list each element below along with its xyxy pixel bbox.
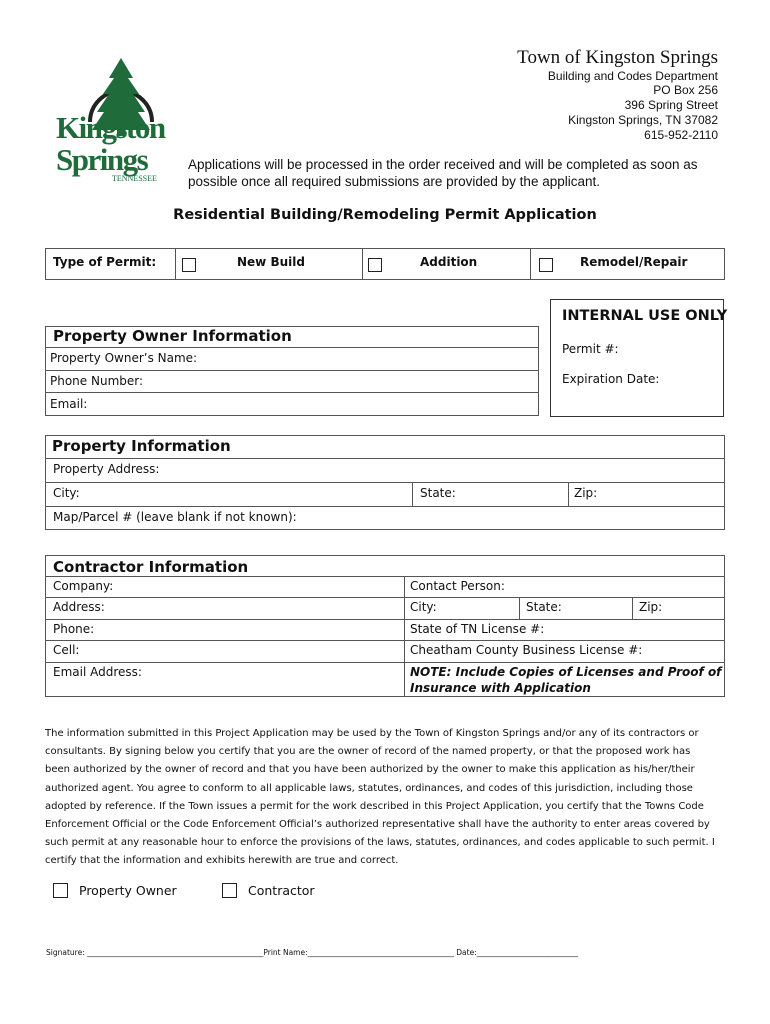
contractor-city-field[interactable]: City: — [410, 600, 437, 614]
internal-use-title: INTERNAL USE ONLY — [562, 308, 728, 324]
logo-name-kingston: Kingston — [56, 110, 165, 145]
remodel-repair-checkbox[interactable] — [539, 258, 553, 272]
remodel-repair-label: Remodel/Repair — [580, 255, 688, 269]
logo-name-springs: Springs — [56, 142, 148, 177]
license-note-line-2: Insurance with Application — [410, 681, 591, 695]
signature-line[interactable]: Signature: _______________________________________________Print Name:_______________________________________ Date:___________________________ — [46, 948, 578, 957]
intro-line-1: Applications will be processed in the order received and will be completed as soon as — [188, 157, 698, 172]
logo-state: TENNESSEE — [112, 174, 157, 183]
po-box: PO Box 256 — [653, 83, 718, 97]
contractor-email-field[interactable]: Email Address: — [53, 665, 142, 679]
disclaimer-line: consultants. By signing below you certify that you are the owner of record of the named property, or that the proposed work has — [45, 746, 691, 758]
contractor-label: Contractor — [248, 883, 315, 898]
contractor-checkbox[interactable] — [222, 883, 237, 898]
property-address-field[interactable]: Property Address: — [53, 462, 160, 476]
contractor-state-field[interactable]: State: — [526, 600, 562, 614]
addition-label: Addition — [420, 255, 478, 269]
contractor-company-field[interactable]: Company: — [53, 579, 114, 593]
owner-name-field[interactable]: Property Owner’s Name: — [50, 351, 198, 365]
contractor-address-field[interactable]: Address: — [53, 600, 105, 614]
property-state-field[interactable]: State: — [420, 486, 456, 500]
disclaimer-line: adopted by reference. If the Town issues a permit for the work described in this Project Application, you certify that the Towns Code — [45, 800, 704, 812]
new-build-label: New Build — [237, 255, 305, 269]
logo — [52, 54, 182, 190]
owner-email-field[interactable]: Email: — [50, 397, 88, 411]
property-owner-checkbox[interactable] — [53, 883, 68, 898]
property-owner-title: Property Owner Information — [53, 327, 292, 345]
property-info-title: Property Information — [52, 437, 231, 455]
expiration-date-label: Expiration Date: — [562, 372, 660, 386]
disclaimer-line: certify that the information and exhibits herewith are true and correct. — [45, 855, 399, 867]
disclaimer-line: Enforcement Official or the Code Enforcement Official’s authorized representative shall have the authority to enter areas covered by — [45, 819, 710, 831]
city-state-zip: Kingston Springs, TN 37082 — [568, 113, 718, 127]
disclaimer — [45, 725, 735, 871]
permit-type-label: Type of Permit: — [53, 255, 157, 269]
property-zip-field[interactable]: Zip: — [574, 486, 598, 500]
owner-phone-field[interactable]: Phone Number: — [50, 374, 144, 388]
department: Building and Codes Department — [547, 69, 718, 83]
town-name: Town of Kingston Springs — [517, 47, 718, 68]
contractor-zip-field[interactable]: Zip: — [639, 600, 663, 614]
contractor-info-title: Contractor Information — [53, 558, 249, 576]
permit-number-label: Permit #: — [562, 342, 619, 356]
phone: 615-952-2110 — [644, 128, 718, 142]
contractor-phone-field[interactable]: Phone: — [53, 622, 95, 636]
disclaimer-line: such permit at any reasonable hour to enforce the provisions of the laws, statutes, ordinances, and codes applicable to such permit. I — [45, 837, 715, 849]
disclaimer-line: The information submitted in this Project Application may be used by the Town of Kingston Springs and/or any of its contractors or — [45, 728, 699, 739]
license-note-line-1: NOTE: Include Copies of Licenses and Proof of — [410, 665, 722, 679]
intro-line-2: possible once all required submissions are provided by the applicant. — [188, 174, 600, 189]
new-build-checkbox[interactable] — [182, 258, 196, 272]
property-city-field[interactable]: City: — [53, 486, 80, 500]
contractor-contact-field[interactable]: Contact Person: — [410, 579, 505, 593]
addition-checkbox[interactable] — [368, 258, 382, 272]
disclaimer-line: authorized agent. You agree to conform to all applicable laws, statutes, ordinances, and codes of this jurisdiction, including those — [45, 782, 693, 794]
street: 396 Spring Street — [624, 98, 718, 112]
disclaimer-line: been authorized by the owner of record and that you have been authorized by the owner to make this application as his/her/their — [45, 764, 695, 776]
tn-license-field[interactable]: State of TN License #: — [410, 622, 545, 636]
map-parcel-field[interactable]: Map/Parcel # (leave blank if not known): — [53, 510, 297, 524]
form-title: Residential Building/Remodeling Permit Application — [173, 207, 597, 223]
county-license-field[interactable]: Cheatham County Business License #: — [410, 643, 643, 657]
property-owner-label: Property Owner — [79, 883, 177, 898]
contractor-cell-field[interactable]: Cell: — [53, 643, 80, 657]
